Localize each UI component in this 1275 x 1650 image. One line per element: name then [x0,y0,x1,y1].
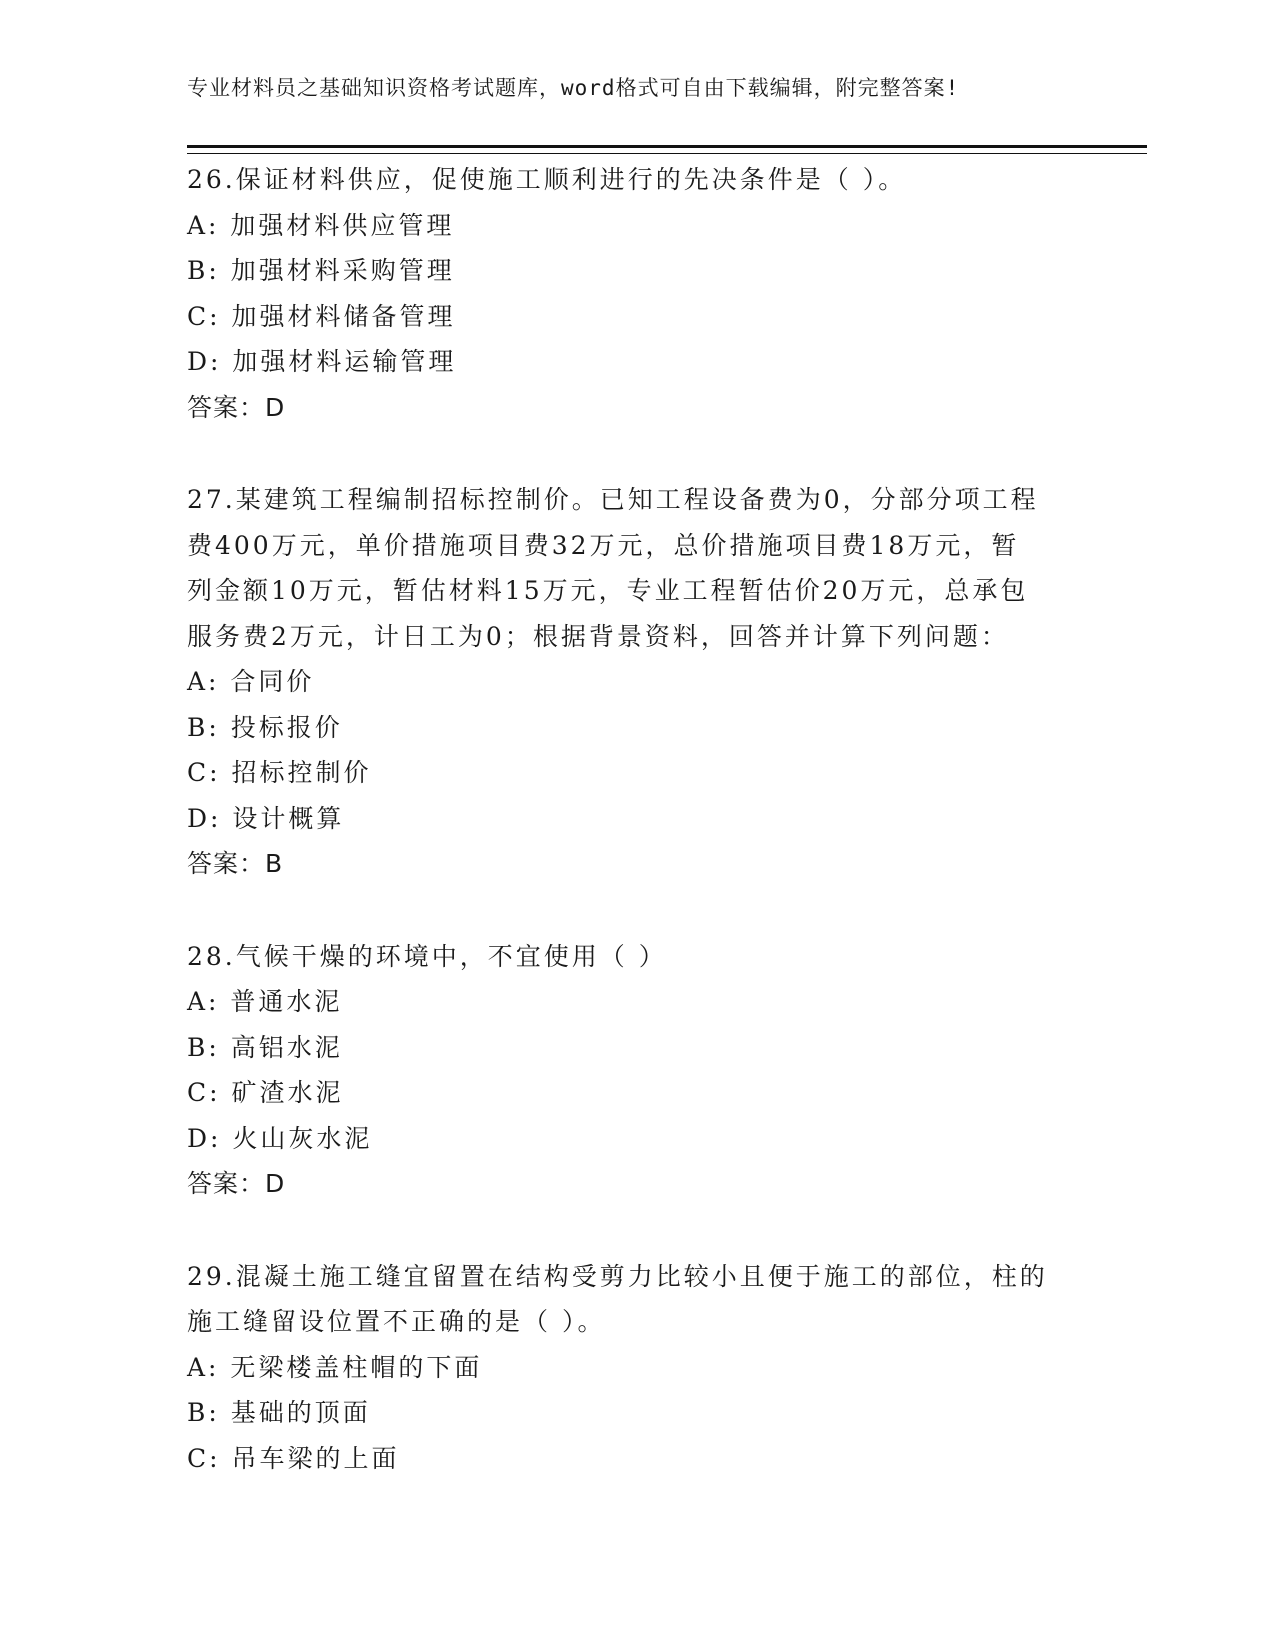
option-d: D: 火山灰水泥 [187,1123,373,1153]
option-b: B: 高铝水泥 [187,1032,343,1062]
question-29 [187,1254,1087,1482]
option-c: C: 吊车梁的上面 [187,1443,400,1473]
question-text: 26.保证材料供应，促使施工顺利进行的先决条件是（ ）。 [187,165,907,194]
question-text-line-4: 服务费2万元，计日工为0；根据背景资料，回答并计算下列问题： [187,621,1009,651]
question-text-line-1: 29.混凝土施工缝宜留置在结构受剪力比较小且便于施工的部位，柱的 [187,1261,1048,1291]
option-c: C: 招标控制价 [187,758,372,787]
option-a: A: 普通水泥 [187,987,343,1016]
question-text-line-2: 费400万元，单价措施项目费32万元，总价措施项目费18万元，暂 [187,530,1020,560]
option-c: C: 矿渣水泥 [187,1078,344,1107]
question-28 [187,934,1087,1207]
page-header: 专业材料员之基础知识资格考试题库，word格式可自由下载编辑，附完整答案! [187,76,960,100]
question-text-line-3: 列金额10万元，暂估材料15万元，专业工程暂估价20万元，总承包 [187,576,1029,605]
option-c: C: 加强材料储备管理 [187,301,456,331]
answer: 答案：B [187,849,284,878]
question-text-line-2: 施工缝留设位置不正确的是（ ）。 [187,1307,606,1336]
option-d: D: 设计概算 [187,803,345,833]
question-list [187,157,1087,1481]
option-b: B: 基础的顶面 [187,1398,371,1427]
question-text-line-1: 27.某建筑工程编制招标控制价。已知工程设备费为0，分部分项工程 [187,485,1039,514]
option-a: A: 无梁楼盖柱帽的下面 [187,1352,483,1382]
option-b: B: 加强材料采购管理 [187,256,455,285]
question-27 [187,477,1087,887]
header-rule [187,145,1147,154]
option-b: B: 投标报价 [187,712,343,742]
option-d: D: 加强材料运输管理 [187,347,457,376]
question-text: 28.气候干燥的环境中，不宜使用（ ） [187,941,667,971]
question-26 [187,157,1087,430]
answer: 答案：D [187,392,286,422]
answer: 答案：D [187,1169,286,1198]
option-a: A: 合同价 [187,667,315,696]
option-a: A: 加强材料供应管理 [187,210,455,240]
